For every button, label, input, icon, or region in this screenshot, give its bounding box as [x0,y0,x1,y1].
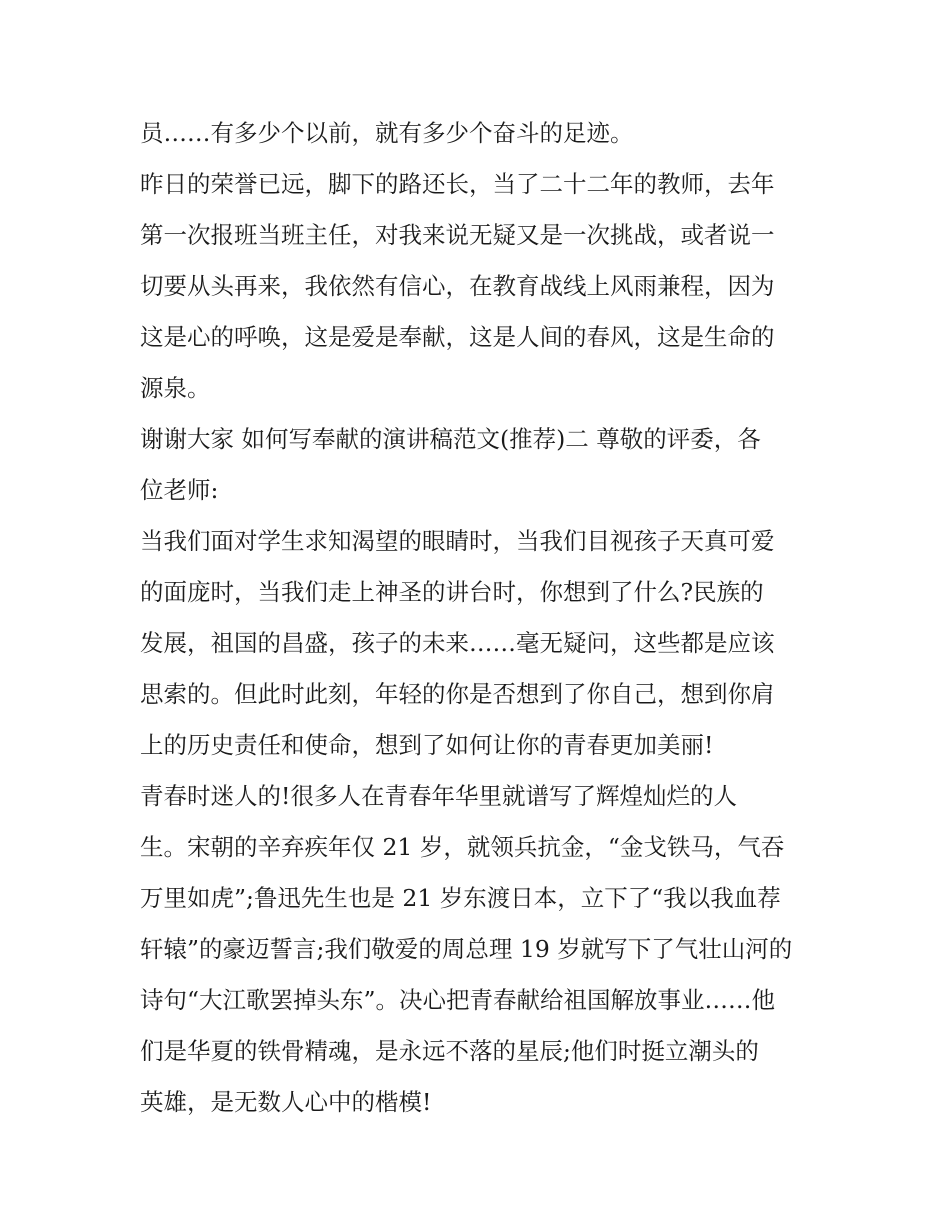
document-body [140,108,830,1128]
text-line: 发展，祖国的昌盛，孩子的未来……毫无疑问，这些都是应该 [140,629,775,657]
text-line: 英雄，是无数人心中的楷模! [140,1088,432,1116]
text-line: 源泉。 [140,374,211,402]
text-line: 位老师: [140,476,219,504]
text-line: 当我们面对学生求知渴望的眼睛时，当我们目视孩子天真可爱 [140,527,775,555]
text-line: 上的历史责任和使命，想到了如何让你的青春更加美丽! [140,731,714,759]
text-line: 青春时迷人的!很多人在青春年华里就谱写了辉煌灿烂的人 [140,782,737,810]
text-line: 轩辕”的豪迈誓言;我们敬爱的周总理 19 岁就写下了气壮山河的 [140,935,793,963]
text-line: 思索的。但此时此刻，年轻的你是否想到了你自己，想到你肩 [140,680,775,708]
text-line: 谢谢大家 如何写奉献的演讲稿范文(推荐)二 尊敬的评委，各 [140,425,761,453]
text-line: 第一次报班当班主任，对我来说无疑又是一次挑战，或者说一 [140,221,775,249]
text-line: 万里如虎”;鲁迅先生也是 21 岁东渡日本，立下了“我以我血荐 [140,884,781,912]
text-line: 员……有多少个以前，就有多少个奋斗的足迹。 [140,119,634,147]
text-line: 切要从头再来，我依然有信心，在教育战线上风雨兼程，因为 [140,272,775,300]
text-line: 这是心的呼唤，这是爱是奉献，这是人间的春风，这是生命的 [140,323,775,351]
text-line: 诗句“大江歌罢掉头东”。决心把青春献给祖国解放事业……他 [140,986,776,1014]
text-line: 的面庞时，当我们走上神圣的讲台时，你想到了什么?民族的 [140,578,764,606]
text-line: 生。宋朝的辛弃疾年仅 21 岁，就领兵抗金，“金戈铁马，气吞 [140,833,785,861]
text-line: 们是华夏的铁骨精魂，是永远不落的星辰;他们时挺立潮头的 [140,1037,759,1065]
text-line: 昨日的荣誉已远，脚下的路还长，当了二十二年的教师，去年 [140,170,775,198]
